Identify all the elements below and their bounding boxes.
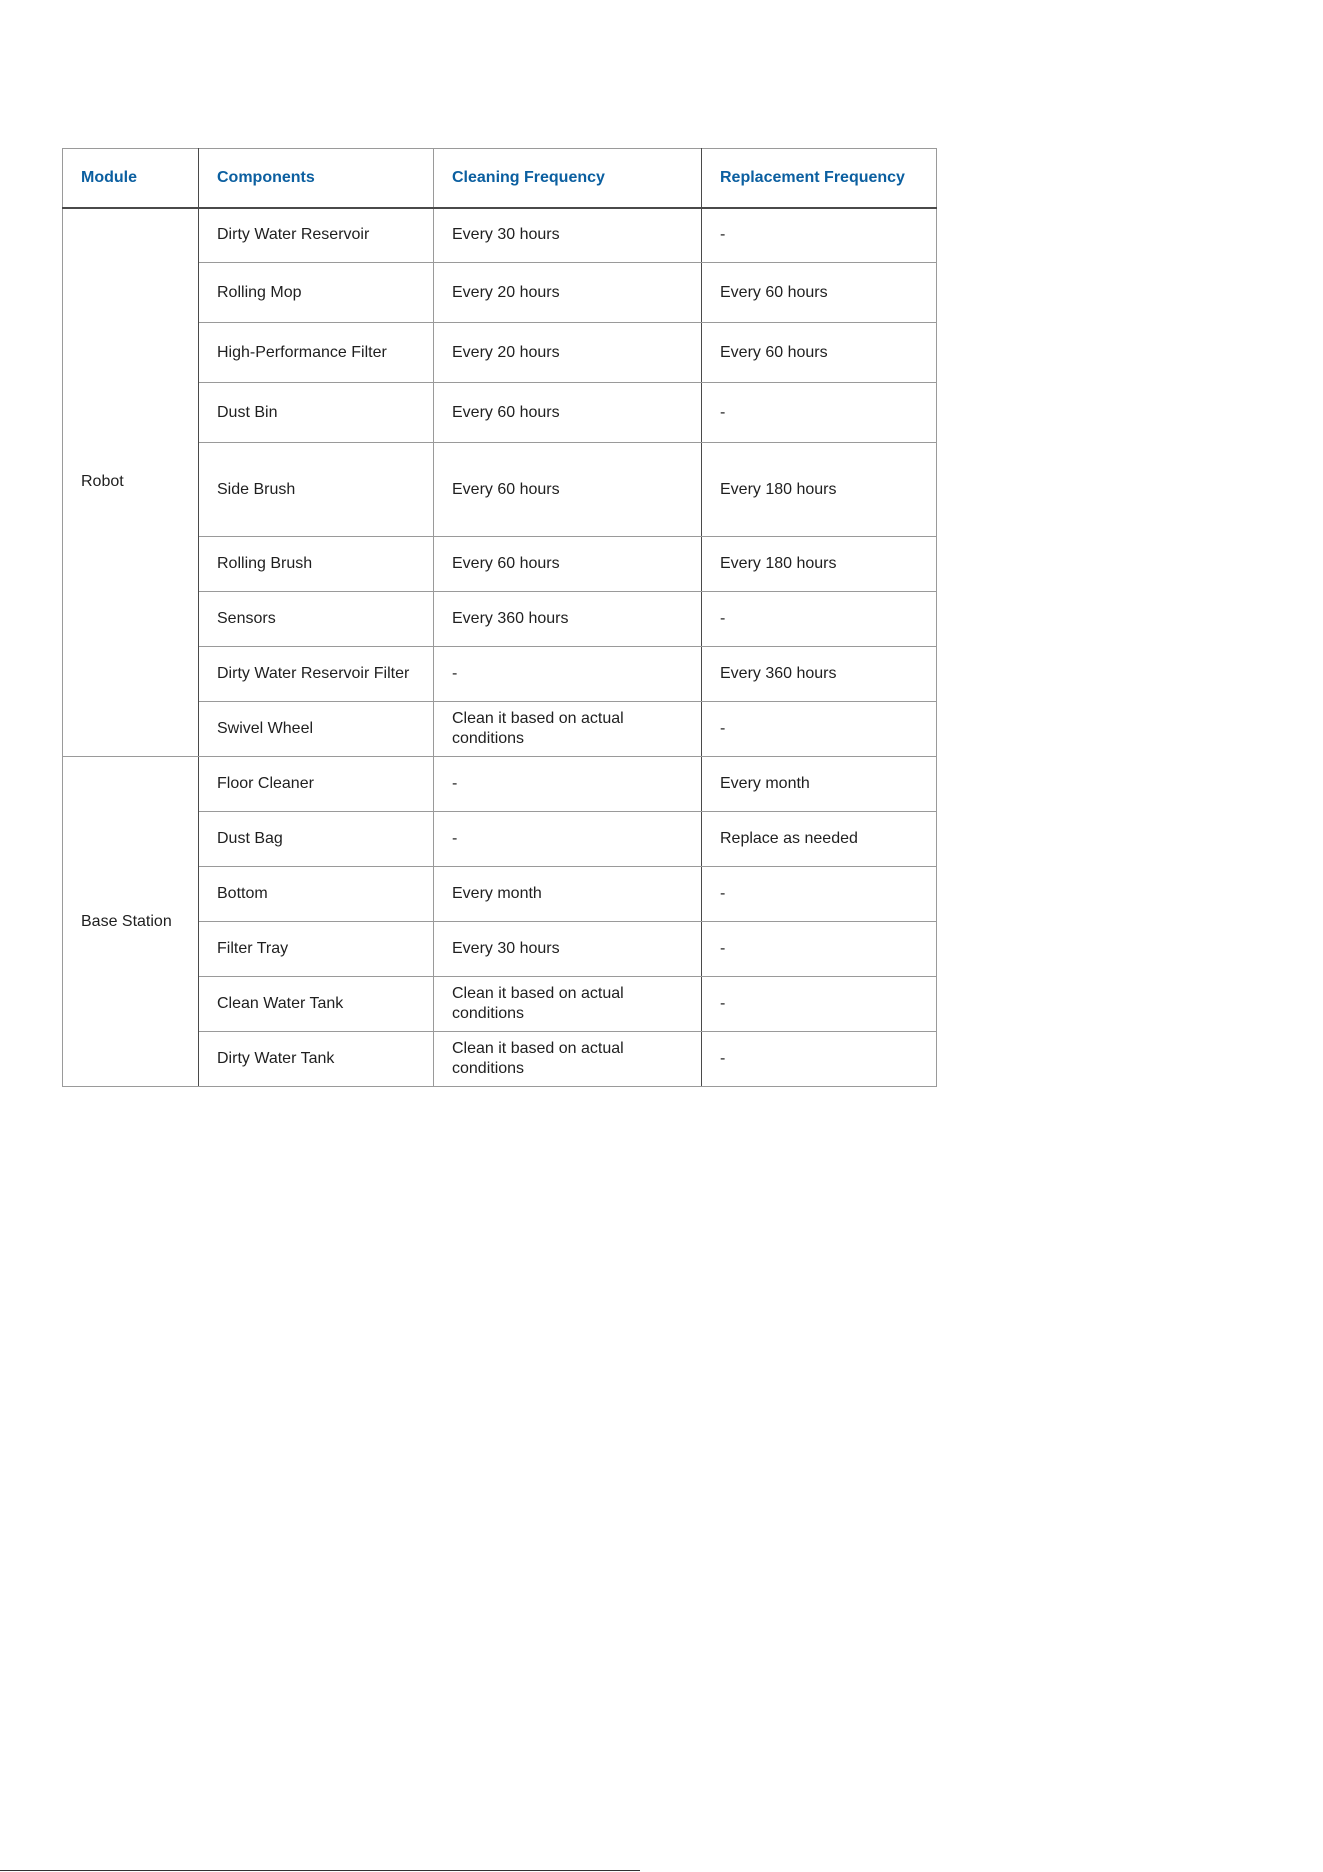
component-cell: Bottom [199, 867, 434, 922]
component-cell: Rolling Mop [199, 263, 434, 323]
header-replacement-frequency: Replacement Frequency [702, 149, 937, 208]
replacement-frequency-cell: Every 360 hours [702, 647, 937, 702]
replacement-frequency-cell: - [702, 867, 937, 922]
replacement-frequency-cell: - [702, 208, 937, 263]
table-body [63, 208, 937, 1087]
replacement-frequency-cell: - [702, 1032, 937, 1087]
replacement-frequency-cell: - [702, 977, 937, 1032]
replacement-frequency-cell: - [702, 922, 937, 977]
replacement-frequency-cell: Every 60 hours [702, 263, 937, 323]
cleaning-frequency-cell: - [434, 647, 702, 702]
component-cell: Dust Bag [199, 812, 434, 867]
replacement-frequency-cell: - [702, 702, 937, 757]
component-cell: Dirty Water Reservoir Filter [199, 647, 434, 702]
module-cell: Base Station [63, 757, 199, 1087]
cleaning-frequency-cell: Every 30 hours [434, 208, 702, 263]
cleaning-frequency-cell: Clean it based on actual conditions [434, 1032, 702, 1087]
cleaning-frequency-cell: Every 60 hours [434, 537, 702, 592]
cleaning-frequency-cell: Clean it based on actual conditions [434, 702, 702, 757]
replacement-frequency-cell: Every 180 hours [702, 443, 937, 537]
replacement-frequency-cell: - [702, 383, 937, 443]
component-cell: Dirty Water Tank [199, 1032, 434, 1087]
component-cell: Rolling Brush [199, 537, 434, 592]
cleaning-frequency-cell: Every 20 hours [434, 323, 702, 383]
header-cleaning-frequency: Cleaning Frequency [434, 149, 702, 208]
table-row [63, 757, 937, 812]
cleaning-frequency-cell: - [434, 812, 702, 867]
table-header-row [63, 149, 937, 208]
component-cell: Clean Water Tank [199, 977, 434, 1032]
component-cell: Filter Tray [199, 922, 434, 977]
cleaning-frequency-cell: Every 20 hours [434, 263, 702, 323]
replacement-frequency-cell: Replace as needed [702, 812, 937, 867]
component-cell: Swivel Wheel [199, 702, 434, 757]
module-cell: Robot [63, 208, 199, 757]
component-cell: Dirty Water Reservoir [199, 208, 434, 263]
replacement-frequency-cell: - [702, 592, 937, 647]
table-row [63, 208, 937, 263]
cleaning-frequency-cell: Every 60 hours [434, 443, 702, 537]
cleaning-frequency-cell: Every 60 hours [434, 383, 702, 443]
page-footer-rule [0, 1870, 640, 1871]
replacement-frequency-cell: Every 60 hours [702, 323, 937, 383]
cleaning-frequency-cell: - [434, 757, 702, 812]
component-cell: Side Brush [199, 443, 434, 537]
cleaning-frequency-cell: Clean it based on actual conditions [434, 977, 702, 1032]
replacement-frequency-cell: Every month [702, 757, 937, 812]
component-cell: Sensors [199, 592, 434, 647]
component-cell: High-Performance Filter [199, 323, 434, 383]
replacement-frequency-cell: Every 180 hours [702, 537, 937, 592]
cleaning-frequency-cell: Every 360 hours [434, 592, 702, 647]
component-cell: Floor Cleaner [199, 757, 434, 812]
maintenance-table [62, 148, 937, 1087]
header-components: Components [199, 149, 434, 208]
component-cell: Dust Bin [199, 383, 434, 443]
cleaning-frequency-cell: Every 30 hours [434, 922, 702, 977]
header-module: Module [63, 149, 199, 208]
cleaning-frequency-cell: Every month [434, 867, 702, 922]
